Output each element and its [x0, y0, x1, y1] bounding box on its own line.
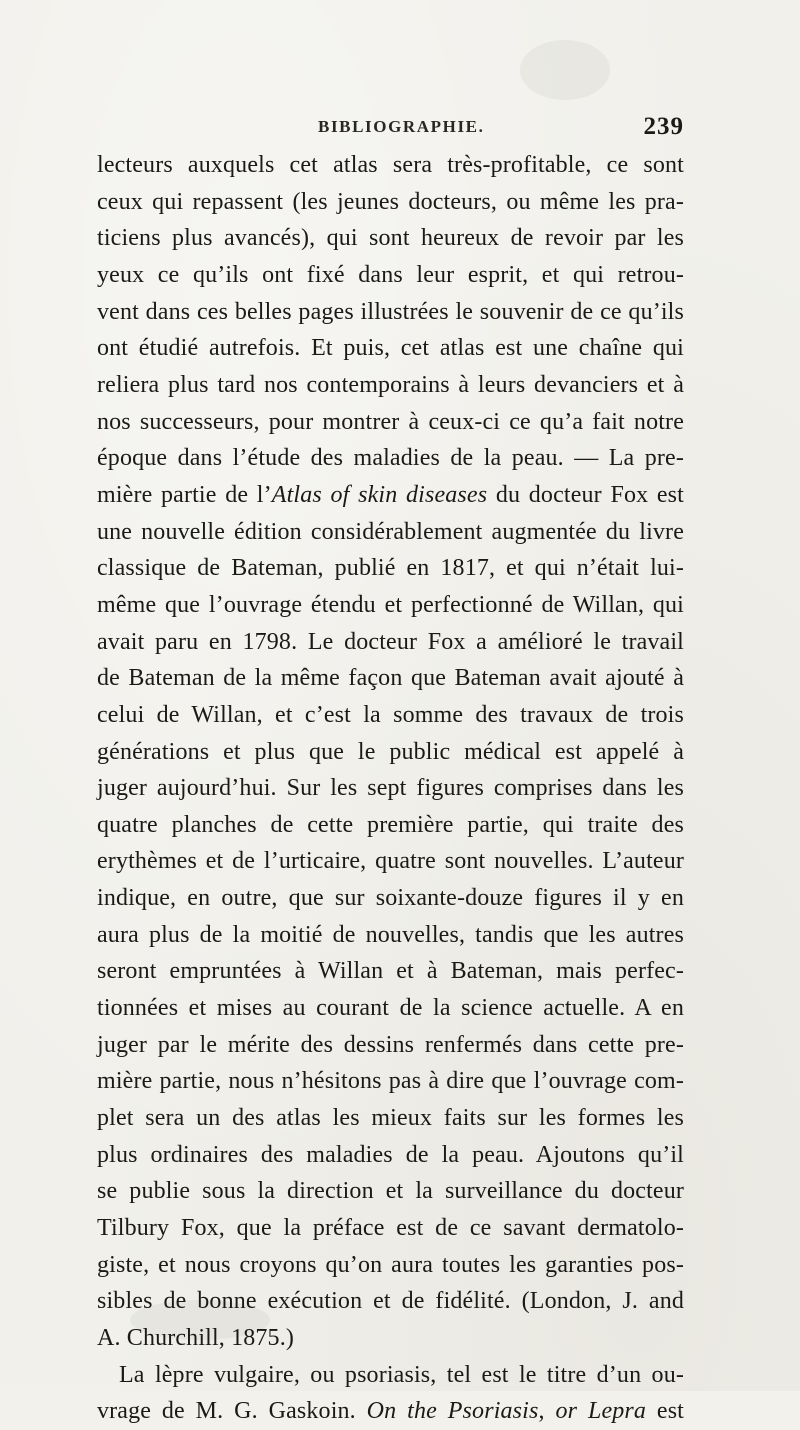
- text-line: [97, 1210, 684, 1247]
- text-line: [97, 440, 684, 477]
- text-segment: ceux qui repassent (les jeunes docteurs, ou même les pra-: [97, 188, 684, 215]
- text-line: [97, 514, 684, 551]
- text-segment: vrage de M. G. Gaskoin.: [97, 1398, 367, 1425]
- paper-stain: [520, 40, 610, 100]
- text-line: [97, 1173, 684, 1210]
- text-segment: classique de Bateman, publié en 1817, et qui n’était lui-: [97, 555, 684, 582]
- text-line: [97, 990, 684, 1027]
- text-segment: celui de Willan, et c’est la somme des travaux de trois: [97, 701, 684, 728]
- text-segment: avait paru en 1798. Le docteur Fox a amélioré le travail: [97, 628, 684, 655]
- text-segment: seront empruntées à Willan et à Bateman, mais perfec-: [97, 958, 684, 985]
- text-segment: vent dans ces belles pages illustrées le souvenir de ce qu’ils: [97, 298, 684, 325]
- page-number: 239: [643, 113, 684, 140]
- text-line: [97, 1357, 684, 1394]
- text-segment: La lèpre vulgaire, ou psoriasis, tel est le titre d’un ou-: [119, 1361, 684, 1388]
- text-line: [97, 367, 684, 404]
- text-line: [97, 330, 684, 367]
- text-line: [97, 147, 684, 184]
- text-segment: ont étudié autrefois. Et puis, cet atlas est une chaîne qui: [97, 335, 684, 362]
- text-segment: yeux ce qu’ils ont fixé dans leur esprit, et qui retrou-: [97, 261, 684, 288]
- text-line: [97, 294, 684, 331]
- text-segment: aura plus de la moitié de nouvelles, tandis que les autres: [97, 921, 684, 948]
- text-segment: ,: [538, 1398, 556, 1425]
- text-line: [97, 953, 684, 990]
- text-line: [97, 220, 684, 257]
- text-segment: même que l’ouvrage étendu et perfectionné de Willan, qui: [97, 591, 684, 618]
- text-segment: du docteur Fox est: [487, 481, 684, 508]
- text-segment: de Bateman de la même façon que Bateman avait ajouté à: [97, 665, 684, 692]
- body-text: [97, 147, 684, 1430]
- text-line: [97, 770, 684, 807]
- text-segment: plus ordinaires des maladies de la peau. Ajoutons qu’il: [97, 1141, 684, 1168]
- text-segment: Tilbury Fox, que la préface est de ce savant dermatolo-: [97, 1215, 684, 1242]
- text-segment: juger par le mérite des dessins renfermés dans cette pre-: [97, 1031, 684, 1058]
- text-segment: sibles de bonne exécution et de fidélité. (London, J. and: [97, 1288, 684, 1315]
- text-line: [97, 660, 684, 697]
- text-line: [97, 807, 684, 844]
- running-head: [98, 113, 684, 143]
- text-line: [97, 1137, 684, 1174]
- text-line: [97, 697, 684, 734]
- text-line: [97, 734, 684, 771]
- text-segment: giste, et nous croyons qu’on aura toutes les garanties pos-: [97, 1251, 684, 1278]
- text-line: [97, 1100, 684, 1137]
- text-line: [97, 624, 684, 661]
- text-segment: générations et plus que le public médical est appelé à: [97, 738, 684, 765]
- text-line: [97, 880, 684, 917]
- text-segment: ticiens plus avancés), qui sont heureux de revoir par les: [97, 225, 684, 252]
- text-segment: est: [646, 1398, 684, 1425]
- text-segment: quatre planches de cette première partie, qui traite des: [97, 811, 684, 838]
- text-segment: tionnées et mises au courant de la science actuelle. A en: [97, 995, 684, 1022]
- text-line: [97, 1283, 684, 1320]
- italic-title: or Lepra: [555, 1398, 647, 1425]
- text-line: [97, 1027, 684, 1064]
- text-segment: se publie sous la direction et la surveillance du docteur: [97, 1178, 684, 1205]
- text-line: [97, 550, 684, 587]
- text-segment: lecteurs auxquels cet atlas sera très-profitable, ce sont: [97, 152, 684, 178]
- text-line: [97, 184, 684, 221]
- running-title: BIBLIOGRAPHIE.: [318, 117, 485, 136]
- italic-title: On the Psoriasis: [366, 1398, 539, 1425]
- text-line: [97, 1320, 684, 1357]
- text-line: [97, 257, 684, 294]
- text-line: [97, 843, 684, 880]
- text-segment: erythèmes et de l’urticaire, quatre sont nouvelles. L’auteur: [97, 848, 684, 875]
- text-segment: nos successeurs, pour montrer à ceux-ci ce qu’a fait notre: [97, 408, 684, 435]
- text-line: [97, 477, 684, 514]
- text-segment: mière partie, nous n’hésitons pas à dire que l’ouvrage com-: [97, 1068, 684, 1095]
- text-line: [97, 1393, 684, 1430]
- text-segment: époque dans l’étude des maladies de la peau. — La pre-: [97, 445, 684, 472]
- text-segment: juger aujourd’hui. Sur les sept figures comprises dans les: [97, 775, 684, 802]
- text-line: [97, 1247, 684, 1284]
- text-line: [97, 1063, 684, 1100]
- text-segment: A. Churchill, 1875.): [97, 1325, 294, 1351]
- text-segment: indique, en outre, que sur soixante-douze figures il y en: [97, 885, 684, 912]
- text-line: [97, 917, 684, 954]
- italic-title: Atlas of skin diseases: [271, 481, 488, 508]
- text-line: [97, 404, 684, 441]
- text-segment: reliera plus tard nos contemporains à leurs devanciers et à: [97, 371, 684, 398]
- text-segment: mière partie de l’: [97, 481, 272, 508]
- text-segment: plet sera un des atlas les mieux faits sur les formes les: [97, 1105, 684, 1132]
- text-segment: une nouvelle édition considérablement augmentée du livre: [97, 518, 684, 545]
- text-line: [97, 587, 684, 624]
